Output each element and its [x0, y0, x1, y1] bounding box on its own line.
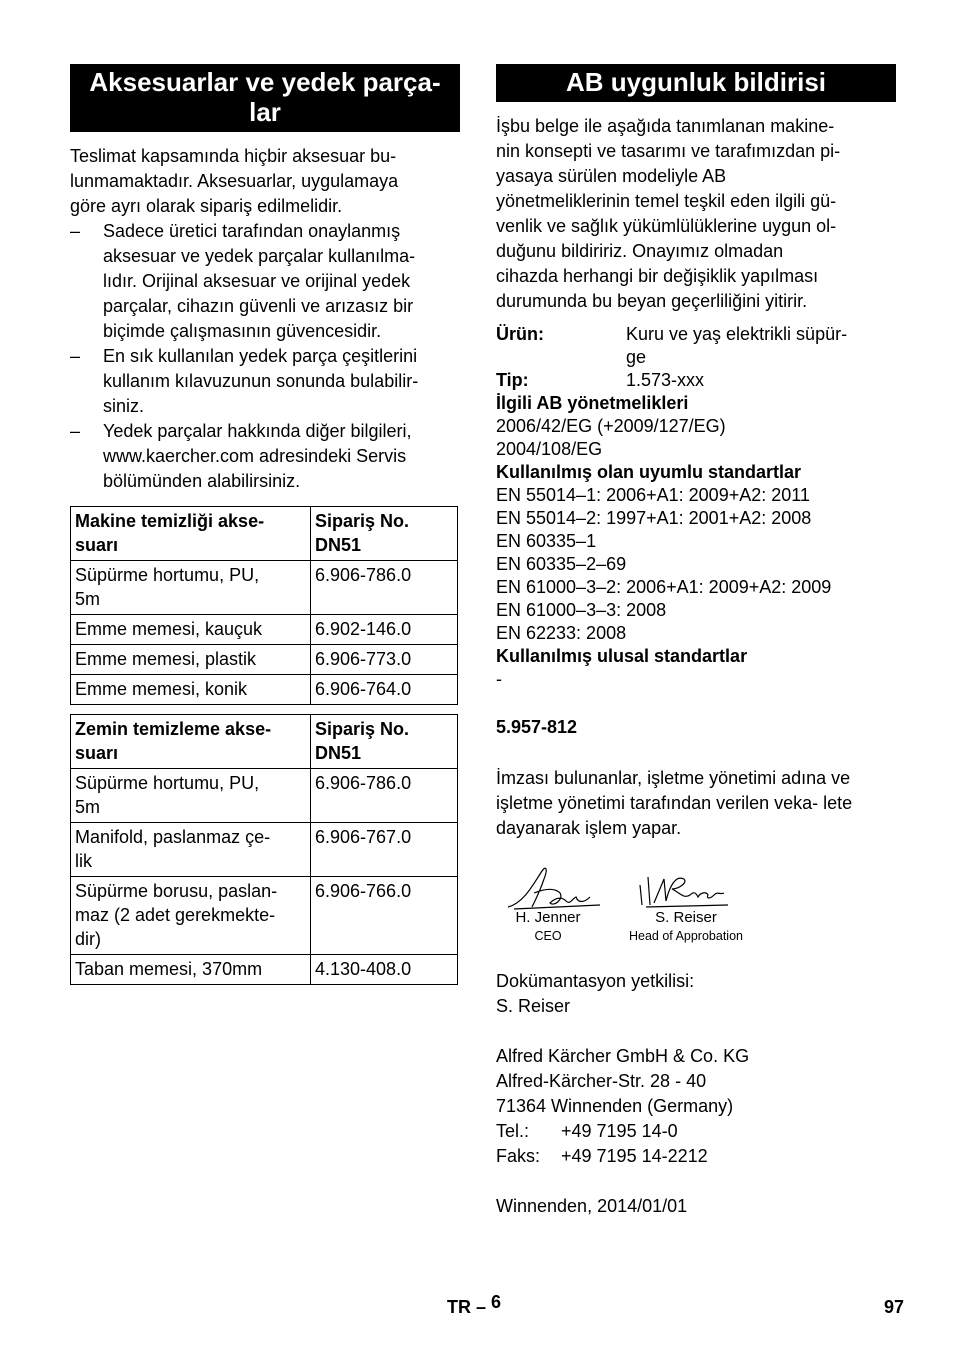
table-cell: 4.130-408.0 — [311, 955, 458, 985]
product-row — [496, 323, 896, 369]
accessories-intro: Teslimat kapsamında hiçbir aksesuar bu- lunmamaktadır. Aksesuarlar, uygulamaya göre ayrı olarak sipariş edilmelidir. — [70, 146, 399, 216]
standard-item: EN 60335–2–69 — [496, 554, 627, 574]
table-cell: 6.906-764.0 — [311, 675, 458, 705]
list-item — [70, 219, 460, 344]
signer-role: CEO — [534, 929, 562, 943]
national-standards-title: Kullanılmış ulusal standartlar — [496, 646, 748, 666]
table-row — [71, 561, 458, 615]
signer-name: H. Jenner — [515, 909, 581, 926]
floor-cleaning-accessories-table — [70, 714, 458, 985]
table-row — [71, 675, 458, 705]
table-row — [71, 877, 458, 955]
signatures — [496, 863, 896, 955]
table-cell: Taban memesi, 370mm — [71, 955, 311, 985]
table-header-row — [71, 715, 458, 769]
standard-item: EN 60335–1 — [496, 531, 597, 551]
type-row — [496, 369, 896, 392]
table-header: Sipariş No. DN51 — [311, 507, 458, 561]
standard-item: EN 55014–1: 2006+A1: 2009+A2: 2011 — [496, 485, 810, 505]
directive-item: 2006/42/EG (+2009/127/EG) — [496, 416, 726, 436]
signatory-statement: İmzası bulunanlar, işletme yönetimi adına ve işletme yönetimi tarafından verilen veka- lete dayanarak işlem yapar. — [496, 768, 853, 838]
table-row — [71, 645, 458, 675]
company-city: 71364 Winnenden (Germany) — [496, 1096, 734, 1116]
accessories-heading: Aksesuarlar ve yedek parça- lar — [70, 64, 460, 132]
doc-officer-name: S. Reiser — [496, 996, 571, 1016]
list-item — [70, 419, 460, 494]
list-item — [70, 344, 460, 419]
directive-item: 2004/108/EG — [496, 439, 603, 459]
harmonised-standards-title: Kullanılmış olan uyumlu standartlar — [496, 462, 802, 482]
dash-mark: – — [70, 421, 81, 441]
table-cell: 6.906-786.0 — [311, 769, 458, 823]
table-cell: Süpürme hortumu, PU, 5m — [71, 561, 311, 615]
signer-name: S. Reiser — [655, 909, 717, 926]
signer-jenner — [506, 909, 590, 945]
signature-jenner-icon — [504, 863, 604, 915]
national-standards-value: - — [496, 669, 502, 689]
phone-value: +49 7195 14-0 — [561, 1121, 678, 1141]
table-cell: 6.906-786.0 — [311, 561, 458, 615]
declaration-heading: AB uygunluk bildirisi — [496, 64, 896, 102]
page-footer-section — [447, 1292, 502, 1318]
table-row — [71, 615, 458, 645]
declaration-intro: İşbu belge ile aşağıda tanımlanan makine- nin konsepti ve tasarımı ve tarafımızdan pi- yasaya sürülen modeliyle AB yönetmeliklerinin temel teşkil eden ilgili gü- venlik ve sağlık yükümlülüklerine uygun ol- duğunu bildiririz. Onayımız olmadan cihazda herhangi bir değişiklik yapılması durumunda bu beyan geçerliliğini yitirir. — [496, 116, 841, 311]
table-cell: 6.902-146.0 — [311, 615, 458, 645]
signer-role: Head of Approbation — [629, 929, 743, 943]
place-date: Winnenden, 2014/01/01 — [496, 1196, 688, 1216]
standard-item: EN 62233: 2008 — [496, 623, 627, 643]
signature-reiser-icon — [636, 865, 736, 913]
dash-mark: – — [70, 346, 81, 366]
accessories-bullet-list — [70, 219, 460, 494]
fax-row — [496, 1144, 896, 1169]
machine-cleaning-accessories-table — [70, 506, 458, 705]
table-header-row — [71, 507, 458, 561]
table-cell: Manifold, paslanmaz çe- lik — [71, 823, 311, 877]
table-cell: Süpürme borusu, paslan- maz (2 adet gerekmekte- dir) — [71, 877, 311, 955]
table-cell: Süpürme hortumu, PU, 5m — [71, 769, 311, 823]
directives-title: İlgili AB yönetmelikleri — [496, 393, 689, 413]
standard-item: EN 61000–3–2: 2006+A1: 2009+A2: 2009 — [496, 577, 832, 597]
bullet-text: Yedek parçalar hakkında diğer bilgileri, www.kaercher.com adresindeki Servis bölümünden alabilirsiniz. — [103, 421, 412, 491]
page-number: 97 — [884, 1297, 905, 1317]
product-label: Ürün: — [496, 324, 544, 344]
fax-label: Faks: — [496, 1146, 541, 1166]
table-header: Makine temizliği akse- suarı — [71, 507, 311, 561]
bullet-text: En sık kullanılan yedek parça çeşitlerini kullanım kılavuzunun sonunda bulabilir- siniz. — [103, 346, 419, 416]
standard-item: EN 61000–3–3: 2008 — [496, 600, 667, 620]
footer-dash: – — [476, 1297, 487, 1317]
company-name: Alfred Kärcher GmbH & Co. KG — [496, 1046, 750, 1066]
phone-row — [496, 1119, 896, 1144]
table-cell: 6.906-773.0 — [311, 645, 458, 675]
phone-label: Tel.: — [496, 1121, 530, 1141]
table-cell: 6.906-767.0 — [311, 823, 458, 877]
type-label: Tip: — [496, 370, 529, 390]
bullet-text: Sadece üretici tarafından onaylanmış aksesuar ve yedek parçalar kullanılma- lıdır. Orijinal aksesuar ve orijinal yedek parçalar, cihazın güvenli ve arızasız bir biçimde çalışmasının güvencesidir. — [103, 221, 416, 341]
company-street: Alfred-Kärcher-Str. 28 - 40 — [496, 1071, 707, 1091]
section-page-number: 6 — [491, 1292, 502, 1312]
table-row — [71, 769, 458, 823]
table-row — [71, 823, 458, 877]
table-cell: Emme memesi, konik — [71, 675, 311, 705]
doc-officer-label: Dokümantasyon yetkilisi: — [496, 971, 695, 991]
table-cell: Emme memesi, kauçuk — [71, 615, 311, 645]
product-value: Kuru ve yaş elektrikli süpür- ge — [626, 324, 848, 367]
fax-value: +49 7195 14-2212 — [561, 1146, 708, 1166]
signer-reiser — [621, 909, 751, 945]
dash-mark: – — [70, 221, 81, 241]
table-cell: 6.906-766.0 — [311, 877, 458, 955]
table-cell: Emme memesi, plastik — [71, 645, 311, 675]
language-code: TR — [447, 1297, 471, 1317]
table-row — [71, 955, 458, 985]
document-number: 5.957-812 — [496, 717, 578, 737]
table-header: Sipariş No. DN51 — [311, 715, 458, 769]
accessories-column — [70, 64, 460, 985]
table-header: Zemin temizleme akse- suarı — [71, 715, 311, 769]
declaration-column — [496, 64, 896, 1219]
standard-item: EN 55014–2: 1997+A1: 2001+A2: 2008 — [496, 508, 812, 528]
type-value: 1.573-xxx — [626, 370, 705, 390]
